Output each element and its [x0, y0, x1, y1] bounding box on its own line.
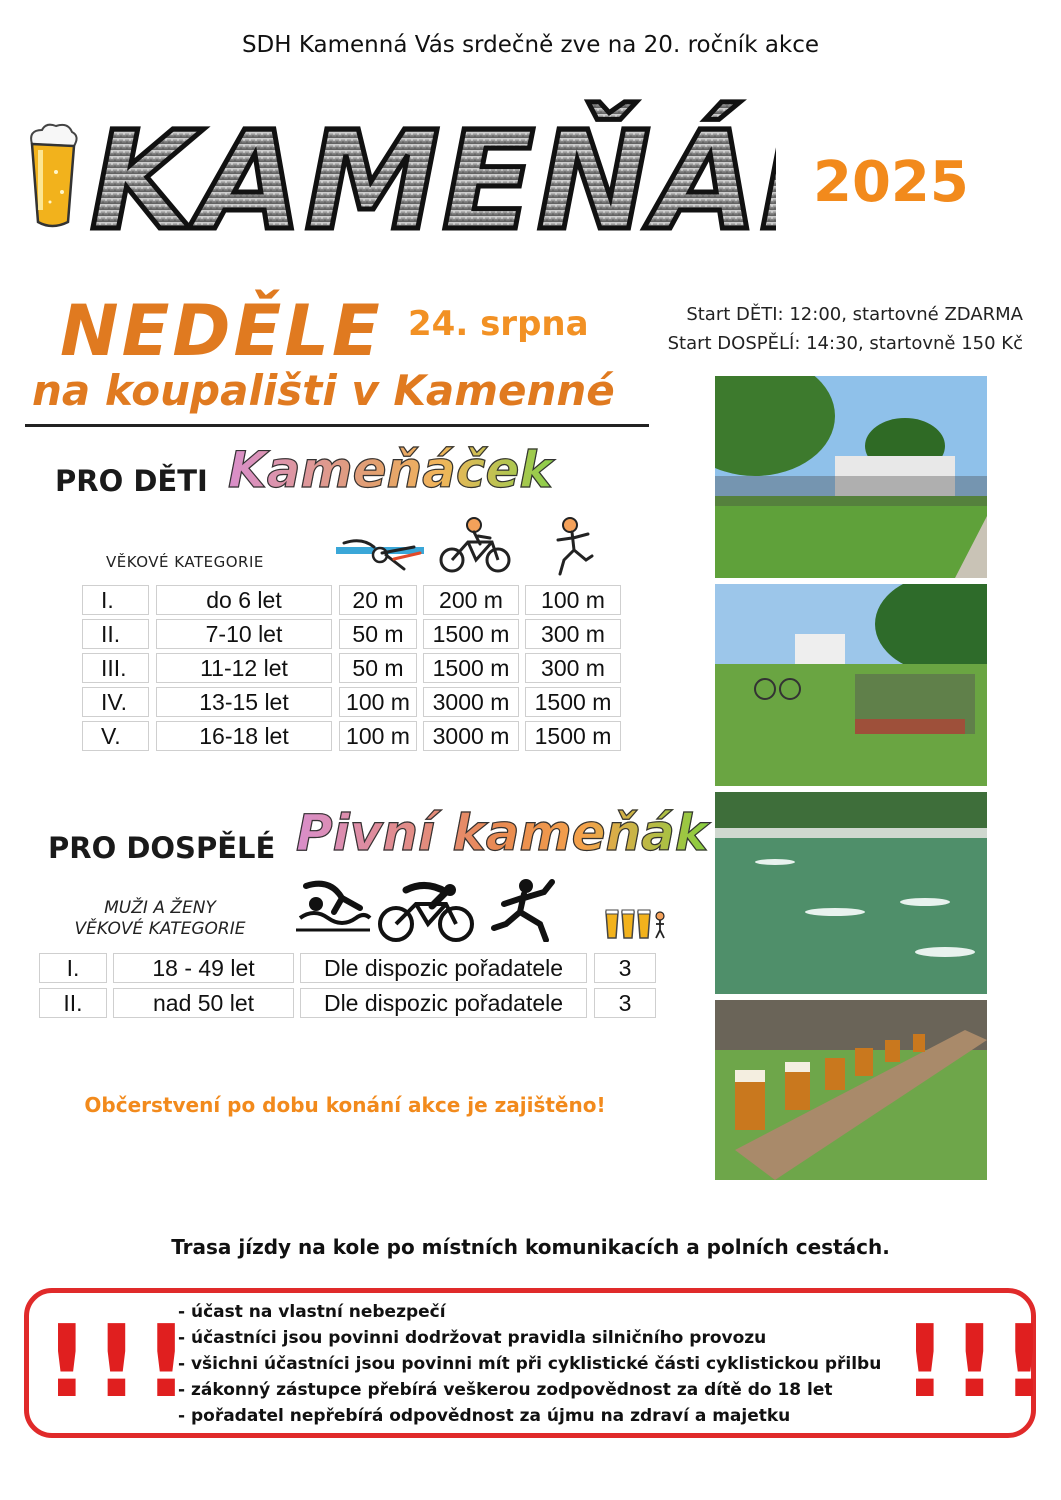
kids-cell: 1500 m	[525, 721, 621, 751]
kids-cell: 11-12 let	[156, 653, 332, 683]
kids-cell: 3000 m	[423, 687, 519, 717]
adults-cell: 18 - 49 let	[113, 953, 294, 983]
kids-cell: 300 m	[525, 619, 621, 649]
kids-categories-heading: VĚKOVÉ KATEGORIE	[106, 553, 264, 571]
kids-cell: 1500 m	[423, 619, 519, 649]
adults-cell: Dle dispozic pořadatele	[300, 988, 587, 1018]
kids-cell: III.	[82, 653, 149, 683]
kids-cell: 50 m	[339, 653, 417, 683]
adult-run-icon	[486, 878, 568, 946]
adult-bike-icon	[376, 880, 476, 946]
kids-cell: 16-18 let	[156, 721, 332, 751]
photo-kids-start	[715, 376, 987, 578]
event-year: 2025	[813, 150, 969, 215]
refreshments-note: Občerstvení po dobu konání akce je zajištěno!	[84, 1093, 606, 1117]
adults-cell: II.	[39, 988, 107, 1018]
intro-text: SDH Kamenná Vás srdečně zve na 20. ročník akce	[241, 32, 820, 58]
adults-race-name: Pivní kameňák	[296, 804, 709, 862]
swim-icon	[334, 533, 426, 581]
bike-icon	[438, 516, 514, 580]
kids-cell: 100 m	[339, 721, 417, 751]
warning-marks-left: !!!	[44, 1303, 193, 1420]
kamenak-logo	[86, 96, 776, 246]
rule-item: - zákonný zástupce přebírá veškerou zodpovědnost za dítě do 18 let	[178, 1380, 833, 1400]
warning-marks-right: !!!	[902, 1303, 1051, 1420]
kids-cell: 100 m	[525, 585, 621, 615]
event-date: 24. srpna	[408, 304, 589, 344]
adults-label: PRO DOSPĚLÉ	[48, 831, 276, 865]
adults-categories-line2: VĚKOVÉ KATEGORIE	[74, 919, 246, 939]
adults-cell: Dle dispozic pořadatele	[300, 953, 587, 983]
kids-cell: 200 m	[423, 585, 519, 615]
kids-cell: do 6 let	[156, 585, 332, 615]
kids-cell: 100 m	[339, 687, 417, 717]
kids-cell: 300 m	[525, 653, 621, 683]
photo-swimming	[715, 792, 987, 994]
adults-cell: nad 50 let	[113, 988, 294, 1018]
route-note: Trasa jízdy na kole po místních komunikacích a polních cestách.	[171, 1235, 890, 1259]
adults-cell: 3	[594, 953, 656, 983]
rule-item: - pořadatel nepřebírá odpovědnost za újmu na zdraví a majetku	[178, 1406, 791, 1426]
kids-label: PRO DĚTI	[55, 464, 208, 498]
event-day: NEDĚLE	[60, 290, 383, 372]
kids-cell: V.	[82, 721, 149, 751]
beer-glasses-icon	[604, 908, 668, 944]
photo-beer-table	[715, 1000, 987, 1180]
adult-swim-icon	[294, 878, 372, 942]
start-kids: Start DĚTI: 12:00, startovné ZDARMA	[686, 304, 1023, 325]
kids-cell: 20 m	[339, 585, 417, 615]
kids-cell: 3000 m	[423, 721, 519, 751]
rule-item: - všichni účastníci jsou povinni mít při cyklistické části cyklistickou přilbu	[178, 1354, 882, 1374]
rule-item: - účastníci jsou povinni dodržovat pravidla silničního provozu	[178, 1328, 767, 1348]
photo-bikes	[715, 584, 987, 786]
adults-cell: I.	[39, 953, 107, 983]
kids-race-name: Kameňáček	[228, 441, 553, 499]
kids-cell: 50 m	[339, 619, 417, 649]
event-venue: na koupališti v Kamenné	[32, 366, 615, 415]
kids-cell: 1500 m	[423, 653, 519, 683]
adults-categories-heading	[60, 898, 260, 940]
run-icon	[552, 516, 600, 580]
kids-cell: I.	[82, 585, 149, 615]
adults-cell: 3	[594, 988, 656, 1018]
beer-glass-icon	[24, 122, 80, 234]
rule-item: - účast na vlastní nebezpečí	[178, 1302, 446, 1322]
start-adults: Start DOSPĚLÍ: 14:30, startovně 150 Kč	[667, 333, 1023, 354]
kids-cell: II.	[82, 619, 149, 649]
kids-cell: 7-10 let	[156, 619, 332, 649]
kids-cell: IV.	[82, 687, 149, 717]
kids-cell: 1500 m	[525, 687, 621, 717]
adults-categories-line1: MUŽI A ŽENY	[104, 898, 216, 918]
kids-cell: 13-15 let	[156, 687, 332, 717]
divider	[25, 424, 649, 427]
logo-text: KAMEŇÁ	[90, 103, 760, 246]
